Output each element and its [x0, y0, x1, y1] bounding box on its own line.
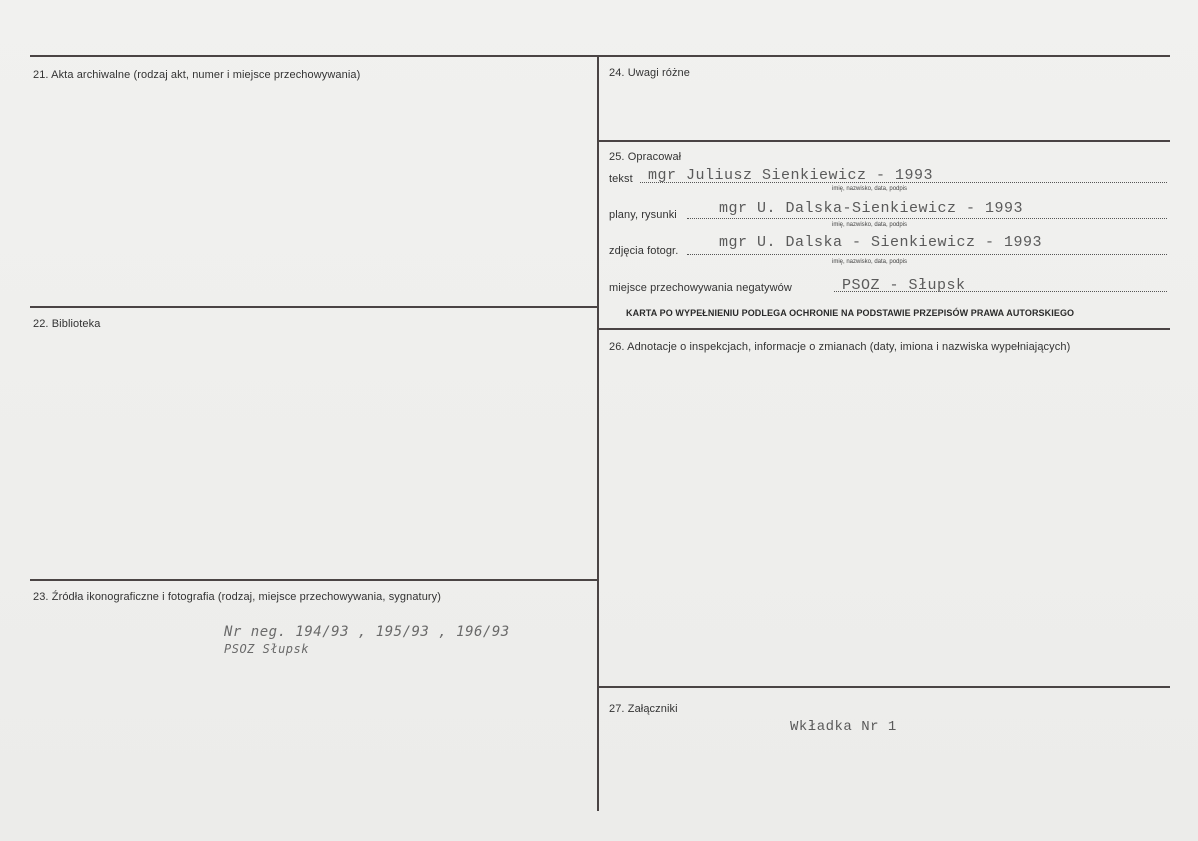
rule-26-27	[598, 686, 1170, 688]
zdjecia-label: zdjęcia fotogr.	[609, 245, 679, 257]
tekst-label: tekst	[609, 173, 633, 185]
section-23-label: 23. Źródła ikonograficzne i fotografia (rodzaj, miejsce przechowywania, sygnatury)	[33, 591, 442, 603]
copyright-notice: KARTA PO WYPEŁNIENIU PODLEGA OCHRONIE NA PODSTAWIE PRZEPISÓW PRAWA AUTORSKIEGO	[626, 308, 1075, 318]
section-22-label: 22. Biblioteka	[33, 318, 101, 330]
tekst-value: mgr Juliusz Sienkiewicz - 1993	[648, 167, 934, 184]
zdjecia-hint: imię, nazwisko, data, podpis	[832, 259, 908, 265]
rule-21-22	[30, 306, 598, 308]
negative-location: PSOZ Słupsk	[224, 642, 309, 656]
zdjecia-line	[687, 254, 1167, 255]
miejsce-label: miejsce przechowywania negatywów	[609, 282, 792, 294]
section-25-label: 25. Opracował	[609, 151, 682, 163]
rule-22-23	[30, 579, 598, 581]
section-21-label: 21. Akta archiwalne (rodzaj akt, numer i miejsce przechowywania)	[33, 69, 361, 81]
negative-numbers: Nr neg. 194/93 , 195/93 , 196/93	[224, 624, 510, 640]
zdjecia-value: mgr U. Dalska - Sienkiewicz - 1993	[719, 234, 1043, 251]
top-rule	[30, 55, 1170, 57]
section-24-label: 24. Uwagi różne	[609, 67, 690, 79]
section-27-label: 27. Załączniki	[609, 703, 678, 715]
rule-24-25	[598, 140, 1170, 142]
plany-label: plany, rysunki	[609, 209, 677, 221]
miejsce-value: PSOZ - Słupsk	[842, 277, 966, 294]
plany-line	[687, 218, 1167, 219]
section-26-label: 26. Adnotacje o inspekcjach, informacje o zmianach (daty, imiona i nazwiska wypełniających)	[609, 341, 1071, 353]
plany-hint: imię, nazwisko, data, podpis	[832, 222, 908, 228]
center-divider	[597, 56, 599, 811]
plany-value: mgr U. Dalska-Sienkiewicz - 1993	[719, 200, 1024, 217]
rule-25-26	[598, 328, 1170, 330]
tekst-hint: imię, nazwisko, data, podpis	[832, 186, 908, 192]
attachment-value: Wkładka Nr 1	[790, 719, 897, 735]
